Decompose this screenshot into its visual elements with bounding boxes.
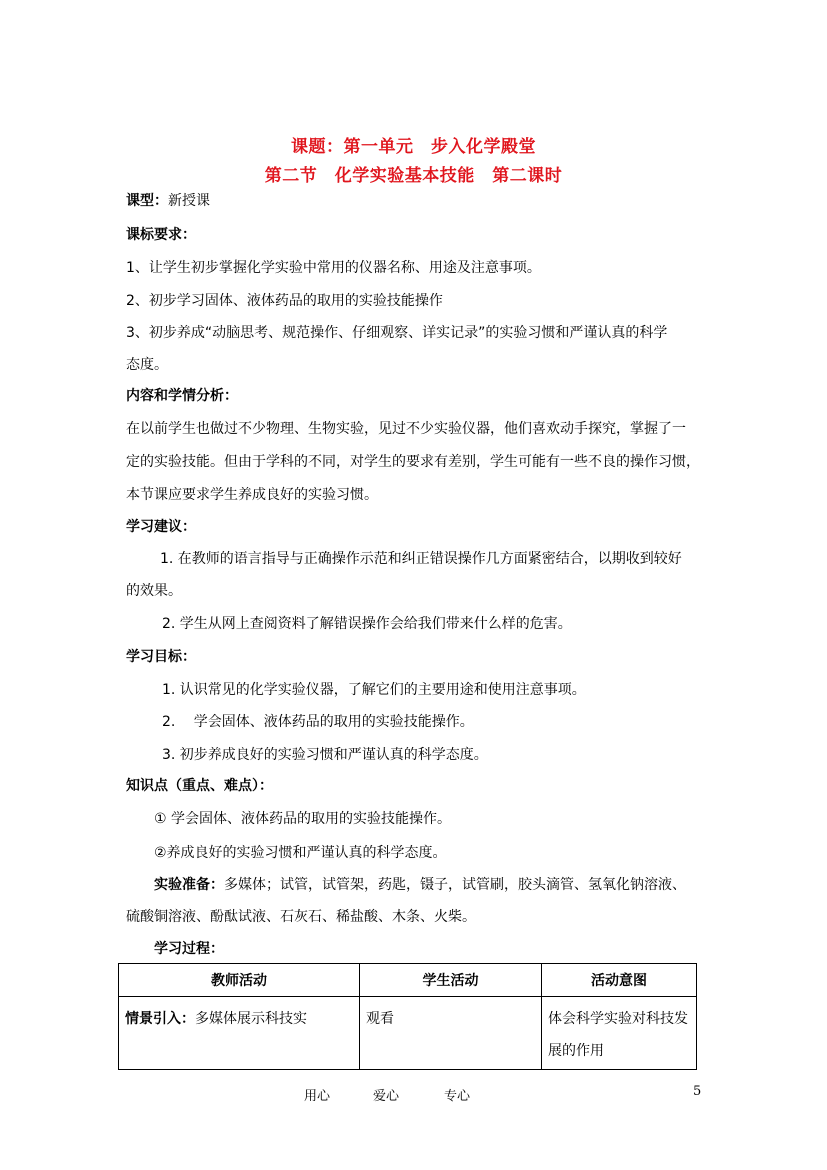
goals-heading: 学习目标： xyxy=(126,649,196,665)
suggestion-line: 2. 学生从网上查阅资料了解错误操作会给我们带来什么样的危害。 xyxy=(162,616,572,632)
requirements-heading: 课标要求： xyxy=(126,227,196,243)
requirement-item-continued: 态度。 xyxy=(126,357,168,373)
cell-teacher-activity xyxy=(119,997,360,1070)
suggestion-line: 1. 在教师的语言指导与正确操作示范和纠正错误操作几方面紧密结合，以期收到较好 xyxy=(160,551,682,567)
preparation-line2: 硫酸铜溶液、酚酞试液、石灰石、稀盐酸、木条、火柴。 xyxy=(126,909,476,925)
analysis-line: 本节课应要求学生养成良好的实验习惯。 xyxy=(126,487,378,503)
document-title-line1: 课题：第一单元 步入化学殿堂 xyxy=(291,137,536,157)
requirement-item: 1、让学生初步掌握化学实验中常用的仪器名称、用途及注意事项。 xyxy=(126,260,541,276)
goal-line: 1. 认识常见的化学实验仪器，了解它们的主要用途和使用注意事项。 xyxy=(162,682,586,698)
column-header-intent: 活动意图 xyxy=(542,964,697,997)
process-table xyxy=(118,963,697,1070)
column-header-student: 学生活动 xyxy=(360,964,542,997)
suggestions-heading: 学习建议： xyxy=(126,519,196,535)
document-title-line2: 第二节 化学实验基本技能 第二课时 xyxy=(264,166,563,186)
course-type xyxy=(126,190,210,210)
footer-word: 爱心 xyxy=(373,1089,400,1104)
course-type-label: 课型： xyxy=(126,193,168,209)
analysis-heading: 内容和学情分析： xyxy=(126,388,238,404)
column-header-teacher: 教师活动 xyxy=(119,964,360,997)
cell-activity-intent: 体会科学实验对科技发展的作用 xyxy=(542,997,697,1070)
teacher-activity-label: 情景引入： xyxy=(125,1011,195,1027)
process-heading: 学习过程： xyxy=(154,941,224,957)
footer-word: 用心 xyxy=(304,1089,331,1104)
suggestion-line-continued: 的效果。 xyxy=(126,583,182,599)
table-row xyxy=(119,997,697,1070)
key-points-heading: 知识点（重点、难点）： xyxy=(126,778,273,794)
preparation-label: 实验准备： xyxy=(154,877,224,893)
preparation-line1 xyxy=(154,874,686,894)
table-header-row xyxy=(119,964,697,997)
goal-line: 2. 学会固体、液体药品的取用的实验技能操作。 xyxy=(162,714,474,730)
analysis-line: 定的实验技能。但由于学科的不同，对学生的要求有差别，学生可能有一些不良的操作习惯， xyxy=(126,454,700,470)
teacher-activity-text: 多媒体展示科技实 xyxy=(195,1011,307,1027)
analysis-line: 在以前学生也做过不少物理、生物实验，见过不少实验仪器，他们喜欢动手探究，掌握了一 xyxy=(126,421,686,437)
requirement-item: 2、初步学习固体、液体药品的取用的实验技能操作 xyxy=(126,293,443,309)
goal-line: 3. 初步养成良好的实验习惯和严谨认真的科学态度。 xyxy=(162,747,488,763)
requirement-item: 3、初步养成“动脑思考、规范操作、仔细观察、详实记录”的实验习惯和严谨认真的科学 xyxy=(126,325,668,341)
page-number: 5 xyxy=(693,1084,702,1099)
key-point-line: ②养成良好的实验习惯和严谨认真的科学态度。 xyxy=(154,845,447,861)
course-type-value: 新授课 xyxy=(168,193,210,209)
footer-word: 专心 xyxy=(444,1089,471,1104)
key-point-line: ① 学会固体、液体药品的取用的实验技能操作。 xyxy=(154,811,451,827)
preparation-text: 多媒体；试管，试管架，药匙，镊子，试管刷，胶头滴管、氢氧化钠溶液、 xyxy=(224,877,686,893)
cell-student-activity: 观看 xyxy=(360,997,542,1070)
